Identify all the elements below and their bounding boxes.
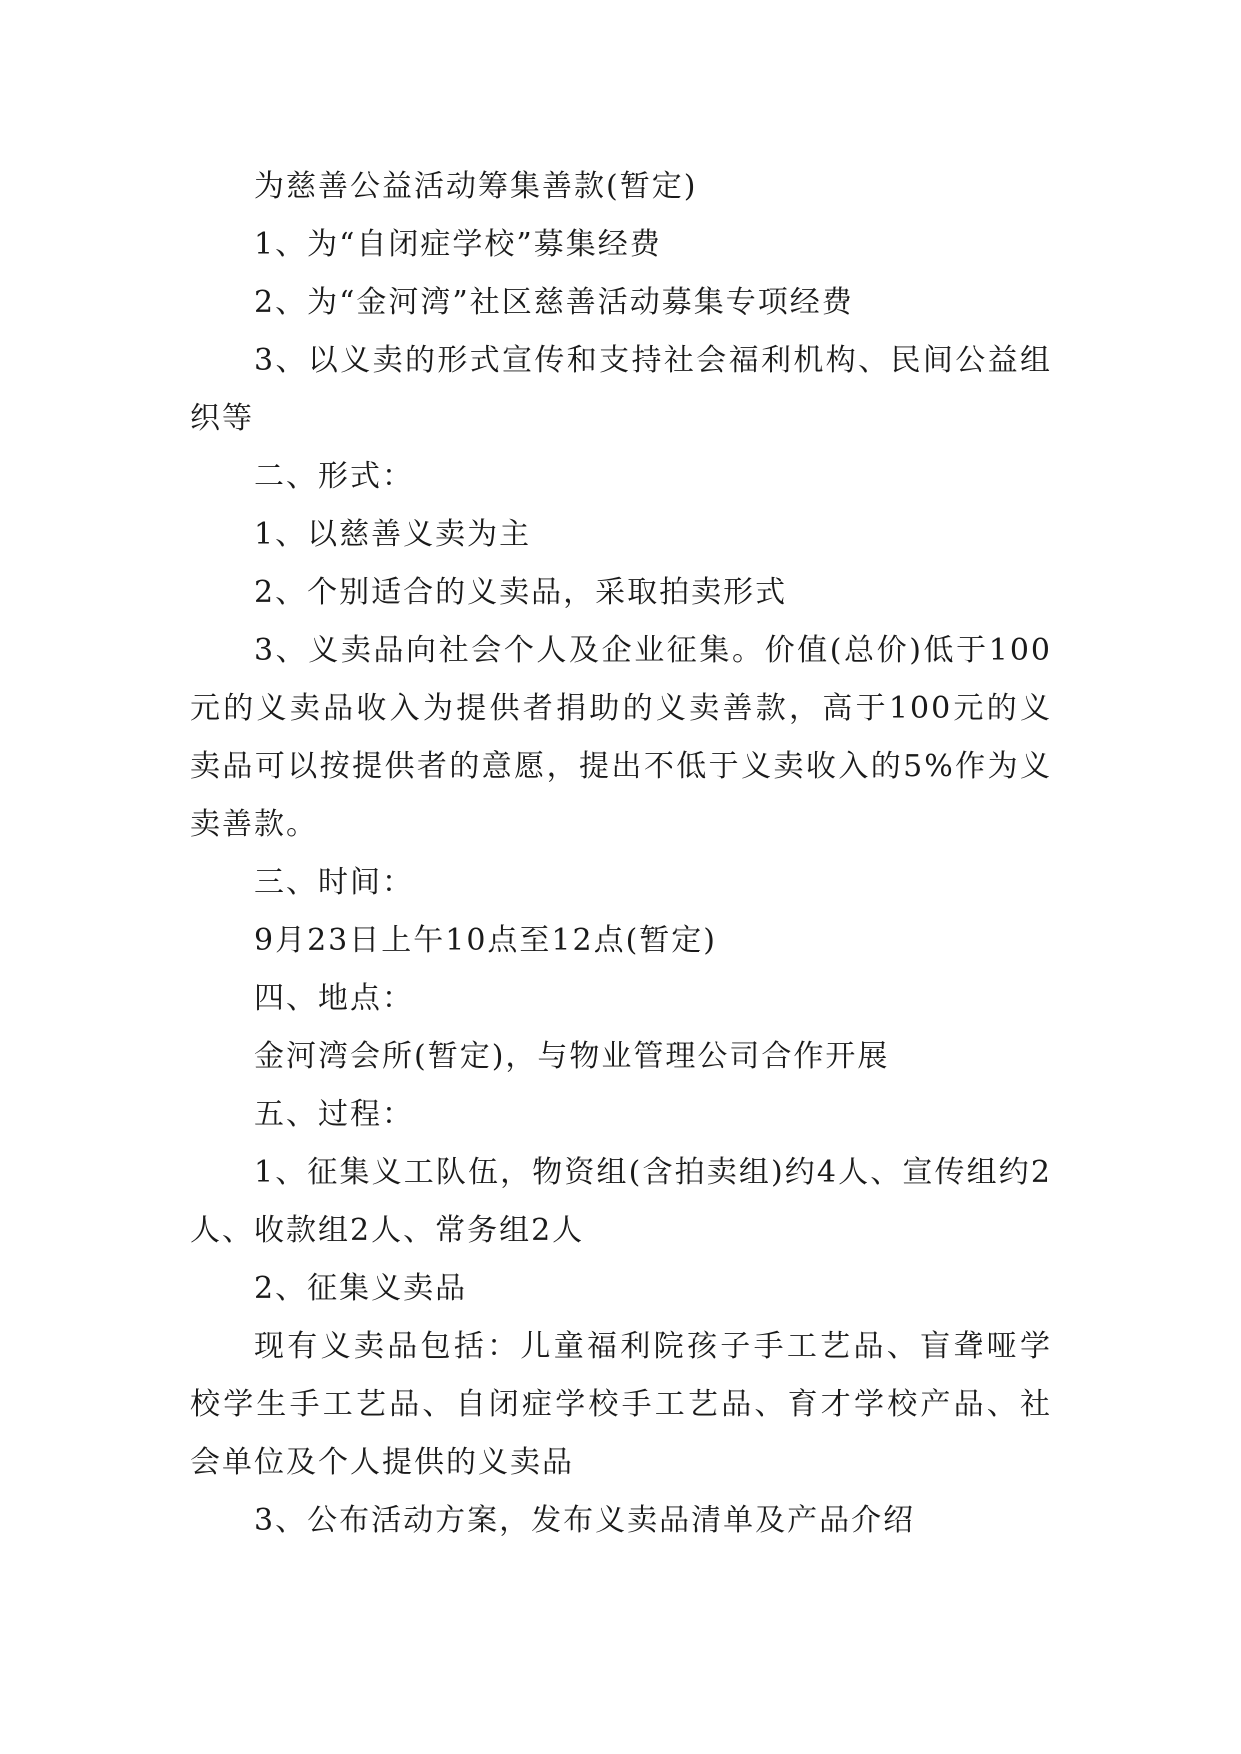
paragraph-process-3: 3、公布活动方案，发布义卖品清单及产品介绍 <box>254 1503 916 1538</box>
paragraph-purpose-main: 为慈善公益活动筹集善款(暂定) <box>254 169 698 204</box>
paragraph-location: 金河湾会所(暂定)，与物业管理公司合作开展 <box>254 1039 890 1074</box>
document-body <box>190 158 1052 1550</box>
paragraph-process-2: 2、征集义卖品 <box>254 1271 468 1306</box>
paragraph-purpose-3: 3、以义卖的形式宣传和支持社会福利机构、民间公益组织等 <box>190 343 1052 436</box>
paragraph-existing-items: 现有义卖品包括：儿童福利院孩子手工艺品、盲聋哑学校学生手工艺品、自闭症学校手工艺品、育才学校产品、社会单位及个人提供的义卖品 <box>190 1329 1052 1480</box>
paragraph-process-1: 1、征集义工队伍，物资组(含拍卖组)约4人、宣传组约2人、收款组2人、常务组2人 <box>190 1155 1052 1248</box>
paragraph-form-3: 3、义卖品向社会个人及企业征集。价值(总价)低于100元的义卖品收入为提供者捐助的义卖善款，高于100元的义卖品可以按提供者的意愿，提出不低于义卖收入的5%作为义卖善款。 <box>190 633 1052 842</box>
section-heading-location: 四、地点： <box>254 981 414 1016</box>
paragraph-time: 9月23日上午10点至12点(暂定) <box>254 923 718 958</box>
section-heading-form: 二、形式： <box>254 459 414 494</box>
paragraph-purpose-1: 1、为“自闭症学校”募集经费 <box>254 227 662 262</box>
section-heading-time: 三、时间： <box>254 865 414 900</box>
paragraph-form-2: 2、个别适合的义卖品，采取拍卖形式 <box>254 575 788 610</box>
section-heading-process: 五、过程： <box>254 1097 414 1132</box>
paragraph-form-1: 1、以慈善义卖为主 <box>254 517 532 552</box>
paragraph-purpose-2: 2、为“金河湾”社区慈善活动募集专项经费 <box>254 285 854 320</box>
